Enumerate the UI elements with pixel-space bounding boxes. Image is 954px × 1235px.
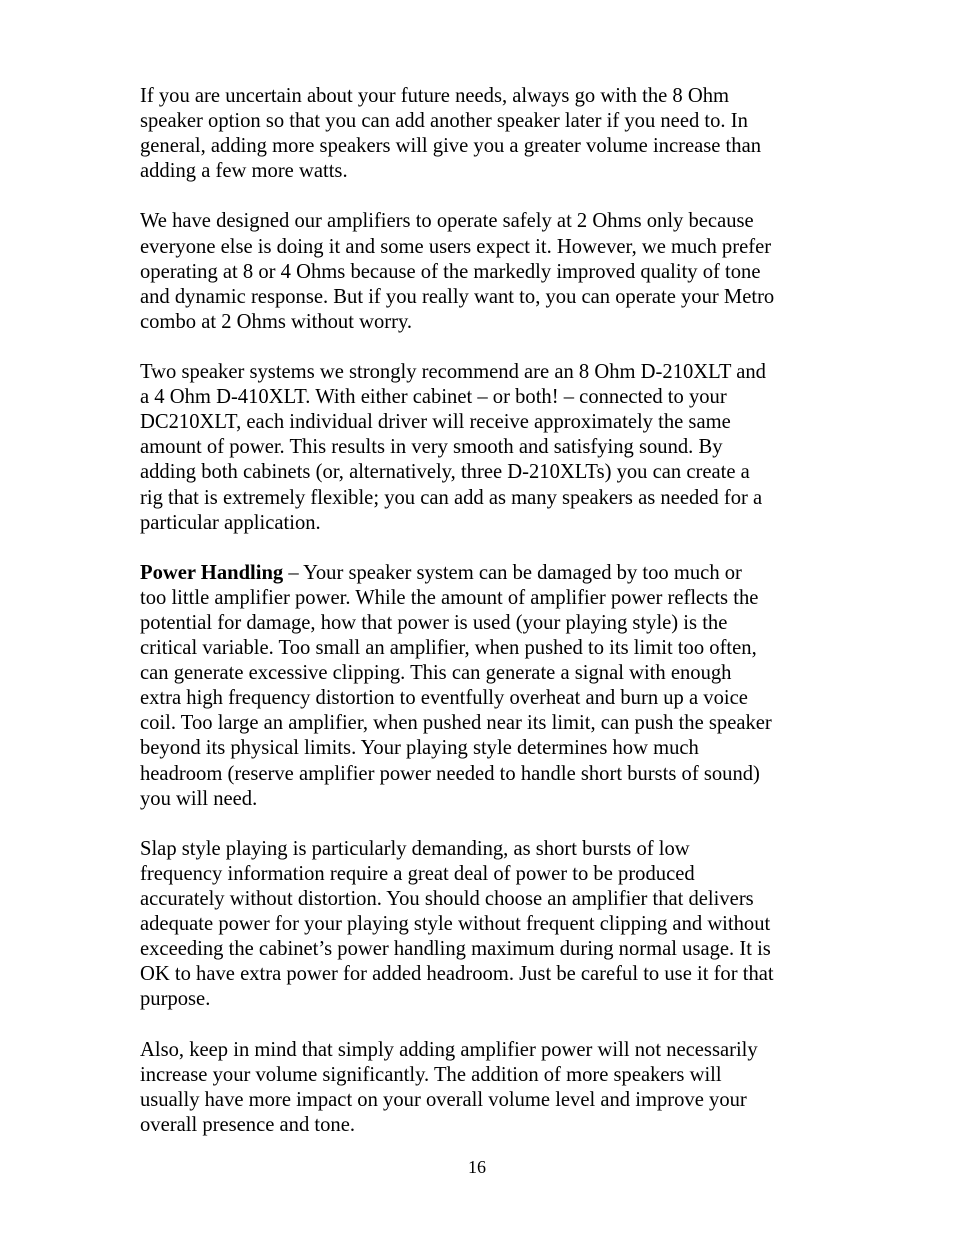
paragraph-amplifier-power	[140, 1038, 812, 1138]
text-line: particular application.	[140, 511, 321, 534]
paragraph-future-needs	[140, 84, 812, 184]
text-line: a 4 Ohm D-410XLT. With either cabinet – or both! – connected to your	[140, 386, 727, 409]
text-line: purpose.	[140, 988, 211, 1011]
document-body	[140, 84, 812, 1163]
text-line: beyond its physical limits. Your playing style determines how much	[140, 737, 699, 760]
text-line: DC210XLT, each individual driver will receive approximately the same	[140, 411, 731, 434]
text-line: everyone else is doing it and some users expect it. However, we much prefer	[140, 235, 772, 258]
text-line: headroom (reserve amplifier power needed to handle short bursts of sound)	[140, 762, 760, 785]
text-line: frequency information require a great deal of power to be produced	[140, 862, 695, 885]
page-number: 16	[468, 1157, 486, 1177]
text-line: too little amplifier power. While the amount of amplifier power reflects the	[140, 586, 759, 609]
heading-continuation: – Your speaker system can be damaged by too much or	[283, 561, 742, 584]
text-line: accurately without distortion. You should choose an amplifier that delivers	[140, 888, 754, 910]
text-line: overall presence and tone.	[140, 1113, 355, 1136]
text-line: operating at 8 or 4 Ohms because of the markedly improved quality of tone	[140, 260, 761, 283]
text-line: can generate excessive clipping. This can generate a signal with enough	[140, 662, 732, 685]
text-line: adding a few more watts.	[140, 160, 348, 183]
paragraph-power-handling	[140, 561, 812, 812]
text-line: potential for damage, how that power is used (your playing style) is the	[140, 611, 728, 634]
text-line: adding both cabinets (or, alternatively, three D-210XLTs) you can create a	[140, 461, 750, 484]
text-line: combo at 2 Ohms without worry.	[140, 310, 413, 333]
text-line: increase your volume significantly. The addition of more speakers will	[140, 1063, 722, 1086]
text-line: adequate power for your playing style without frequent clipping and without	[140, 913, 771, 936]
text-line: Two speaker systems we strongly recommend are an 8 Ohm D-210XLT and	[140, 361, 766, 384]
text-line: exceeding the cabinet’s power handling maximum during normal usage. It is	[140, 938, 771, 961]
text-line: rig that is extremely flexible; you can add as many speakers as needed for a	[140, 486, 763, 509]
text-line: OK to have extra power for added headroom. Just be careful to use it for that	[140, 963, 774, 986]
text-line: usually have more impact on your overall volume level and improve your	[140, 1088, 747, 1111]
paragraph-slap-style	[140, 837, 812, 1013]
text-line: If you are uncertain about your future needs, always go with the 8 Ohm	[140, 85, 730, 107]
paragraph-speaker-systems	[140, 360, 812, 536]
text-line	[140, 561, 812, 586]
text-line: and dynamic response. But if you really want to, you can operate your Metro	[140, 285, 775, 308]
paragraph-two-ohms	[140, 209, 812, 334]
text-line: amount of power. This results in very smooth and satisfying sound. By	[140, 436, 723, 459]
section-heading-power-handling: Power Handling	[140, 561, 284, 584]
text-line: speaker option so that you can add another speaker later if you need to. In	[140, 110, 748, 133]
text-line: critical variable. Too small an amplifier, when pushed to its limit too often,	[140, 637, 757, 660]
text-line: coil. Too large an amplifier, when pushed near its limit, can push the speaker	[140, 712, 772, 735]
text-line: you will need.	[140, 787, 258, 810]
text-line: Also, keep in mind that simply adding amplifier power will not necessarily	[140, 1038, 758, 1061]
text-line: general, adding more speakers will give you a greater volume increase than	[140, 135, 762, 158]
text-line: Slap style playing is particularly demanding, as short bursts of low	[140, 837, 690, 860]
text-line: extra high frequency distortion to eventfully overheat and burn up a voice	[140, 687, 748, 710]
text-line: We have designed our amplifiers to operate safely at 2 Ohms only because	[140, 210, 754, 233]
